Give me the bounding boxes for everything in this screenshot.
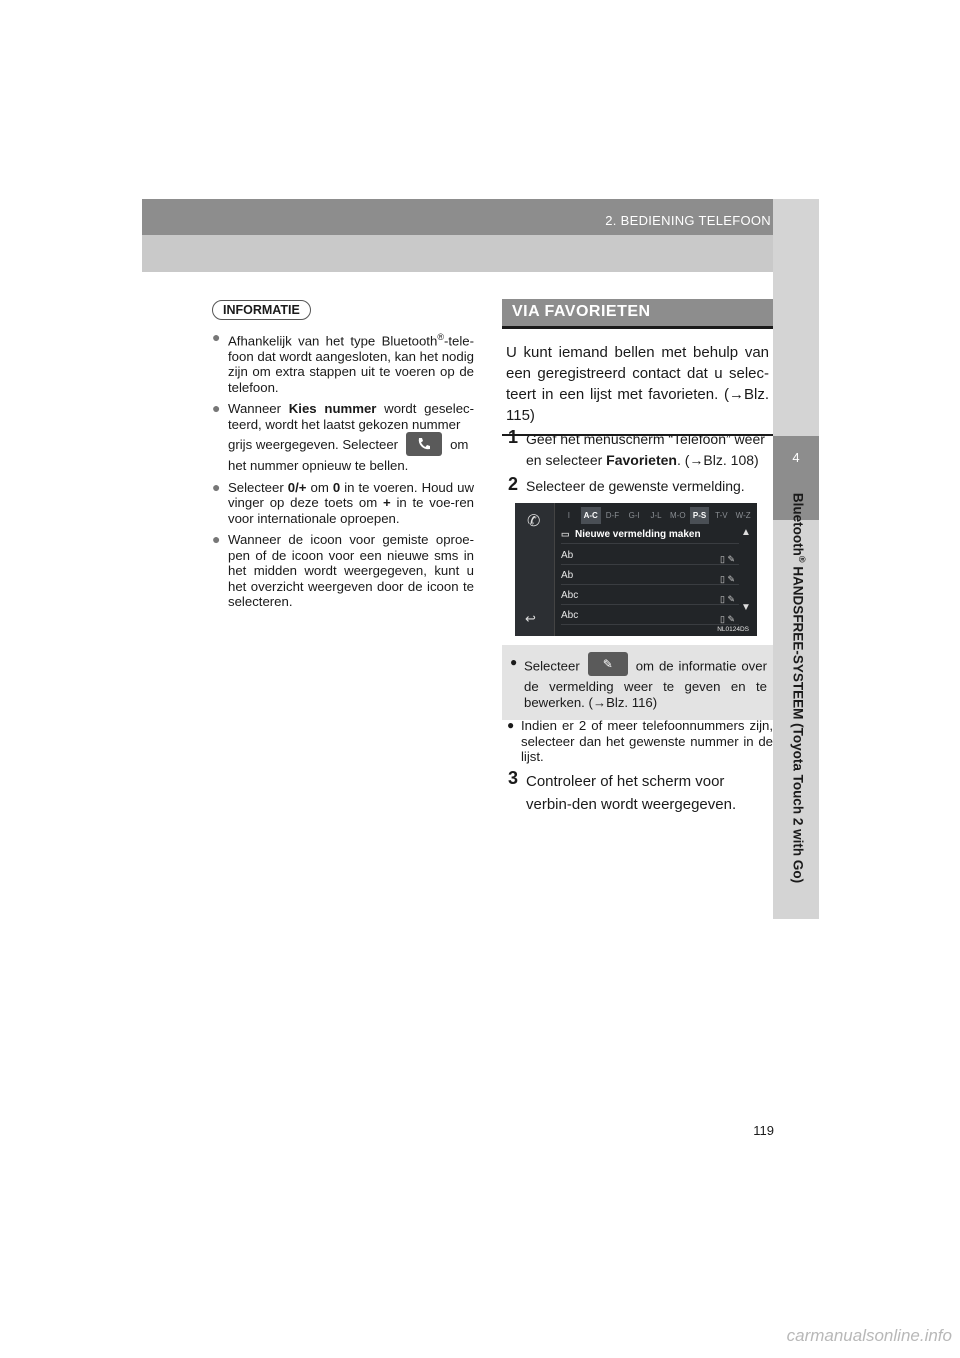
note-item: ● Selecteer ✎ om de informatie over de vermelding weer te geven en te bewerken. (→Blz. 116) [508, 655, 767, 710]
tab-letter: G-I [628, 511, 640, 520]
info-bullet: ● Indien er 2 of meer telefoonnummers zijn, selecteer dan het gewenste nummer in de lijst. [507, 718, 773, 764]
arrow-down-icon: ▼ [741, 602, 751, 613]
list-item: Ab ▯ ✎ [561, 566, 739, 585]
list-item: Ab ▯ ✎ [561, 546, 739, 565]
arrow-up-icon: ▲ [741, 527, 751, 538]
tab-letter: M-O [670, 511, 686, 520]
tab-letter: W-Z [735, 511, 751, 520]
tab-letter: P-S [690, 507, 710, 524]
info-item: ● Afhankelijk van het type Bluetooth®-tele-foon dat wordt aangesloten, kan het nodig zijn om extra stappen uit te voeren op de telefoon. [212, 329, 474, 395]
edit-icon: ✎ [588, 652, 628, 676]
chapter-title: Bluetooth® HANDSFREE-SYSTEEM (Toyota Touch 2 with Go) [790, 492, 807, 884]
info-item: ● Wanneer de icoon voor gemiste oproe-pen of de icoon voor een nieuwe sms in het midden wordt weergegeven, kunt u het overzicht weergeven door de icoon te selecteren. [212, 531, 474, 610]
watermark: carmanualsonline.info [786, 1326, 952, 1345]
phone-icon [406, 432, 442, 456]
figure-code: NL0124DS [717, 626, 749, 633]
scrollbar [741, 527, 751, 627]
chapter-number: 4 [792, 450, 800, 465]
step-2: 2 Selecteer de gewenste vermelding. [508, 474, 745, 494]
favorites-screen-illustration [515, 503, 757, 636]
tab-letter: J-L [650, 511, 662, 520]
list-item: Abc ▯ ✎ [561, 586, 739, 605]
header-band [142, 199, 819, 235]
step-3: 3 Controleer of het scherm voor verbin-den wordt weergegeven. [508, 768, 737, 813]
section-heading: VIA FAVORIETEN [502, 299, 773, 329]
bullet-dot-icon: ● [507, 718, 515, 732]
header-subband [142, 235, 819, 272]
tab-letter: D-F [605, 511, 620, 520]
section-title: 2. BEDIENING TELEFOON [605, 213, 771, 228]
phone-edit-icon: ▯ ✎ [720, 554, 735, 564]
info-item: ● Wanneer Kies nummer wordt geselec-teerd, wordt het laatst gekozen nummer grijs weergegeven. Selecteer om het nummer opnieuw te bellen. [212, 400, 475, 474]
tab-letter: I [567, 511, 570, 520]
add-icon: ▭ [561, 529, 570, 539]
step-1: 1 Geef het menuscherm “Telefoon” weer en selecteer Favorieten. (→Blz. 108) [508, 427, 765, 468]
tab-letter: A-C [581, 507, 601, 524]
info-box [212, 300, 474, 610]
info-item: ● Selecteer 0/+ om 0 in te voeren. Houd uw vinger op deze toets om + in te voe-ren voor internationale oproepen. [212, 478, 474, 526]
phone-icon: ✆ [527, 513, 541, 530]
alphabet-tabs [559, 507, 753, 524]
bullet-dot-icon: ● [212, 478, 221, 495]
list-item: Abc ▯ ✎ [561, 606, 739, 625]
info-tag: INFORMATIE [212, 300, 311, 320]
bullet-dot-icon: ● [510, 655, 518, 669]
bullet-dot-icon: ● [212, 400, 221, 417]
phone-edit-icon: ▯ ✎ [720, 594, 735, 604]
phone-edit-icon: ▯ ✎ [720, 574, 735, 584]
bullet-dot-icon: ● [212, 531, 221, 548]
phone-edit-icon: ▯ ✎ [720, 614, 735, 624]
page-number: 119 [753, 1123, 774, 1138]
section-intro: U kunt iemand bellen met behulp van een geregistreerd contact dat u selec-teert in een lijst met favorieten. (→Blz. 115) [502, 337, 773, 436]
bullet-dot-icon: ● [212, 329, 221, 345]
new-entry-row: ▭ Nieuwe vermelding maken [561, 525, 739, 544]
back-icon: ↩ [525, 611, 536, 626]
tab-letter: T-V [715, 511, 728, 520]
note-box [502, 645, 773, 720]
